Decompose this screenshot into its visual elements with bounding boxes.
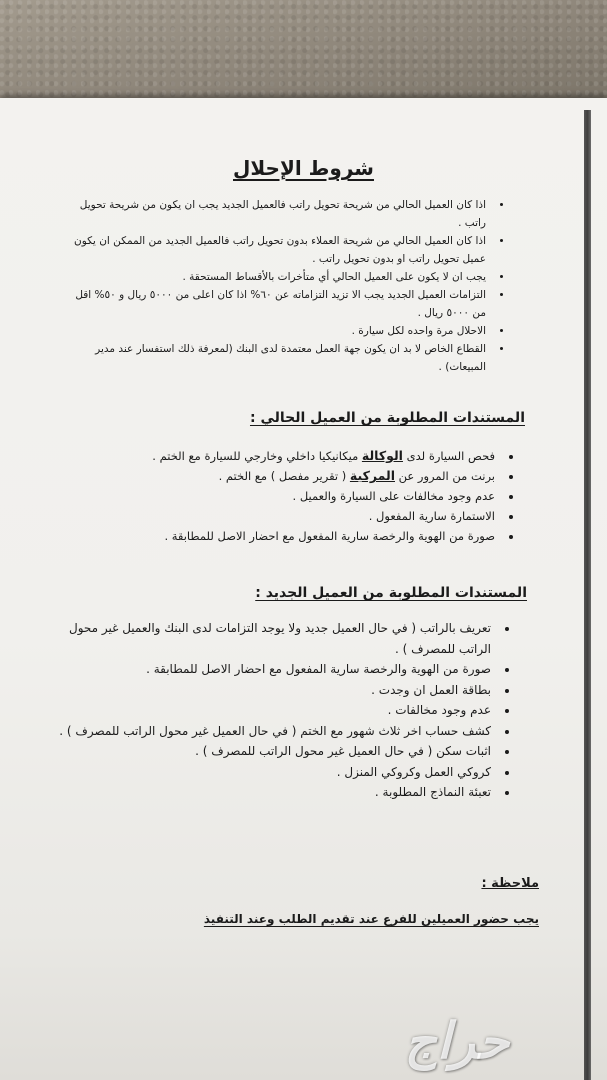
condition-item: • القطاع الخاص لا بد ان يكون جهة العمل معتمدة لدى البنك (لمعرفة ذلك استفسار عند مدير المبيعات) . (60, 340, 490, 376)
new-client-doc-item: • تعبئة النماذج المطلوبة . (40, 782, 495, 803)
new-client-doc-item: • تعريف بالراتب ( في حال العميل جديد ولا يوجد التزامات لدى البنك والعميل غير محول الراتب للمصرف ) . (40, 618, 495, 659)
item-text: ( تقرير مفصل ) مع الختم . (218, 469, 350, 483)
current-client-doc-item: • الاستمارة سارية المفعول . (59, 506, 499, 526)
new-client-doc-item: • عدم وجود مخالفات . (40, 700, 495, 721)
current-client-doc-item: • صورة من الهوية والرخصة سارية المفعول مع احضار الاصل للمطابقة . (59, 526, 499, 546)
condition-item: • التزامات العميل الجديد يجب الا تزيد التزاماته عن ٦٠% اذا كان اعلى من ٥٠٠٠ ريال و ٥٠% اقل من ٥٠٠٠ ريال . (60, 286, 490, 322)
conditions-list (60, 196, 510, 376)
new-client-doc-item: • صورة من الهوية والرخصة سارية المفعول مع احضار الاصل للمطابقة . (40, 659, 495, 680)
new-client-docs-list (40, 618, 517, 803)
note-heading: ملاحظة : (481, 876, 539, 891)
current-client-docs-list (59, 446, 521, 546)
new-client-doc-item: • كشف حساب اخر ثلاث شهور مع الختم ( في حال العميل غير محول الراتب للمصرف ) . (40, 721, 495, 742)
condition-item: • الاحلال مرة واحده لكل سيارة . (60, 322, 490, 340)
document-title: شروط الإحلال (233, 156, 374, 180)
item-text: ميكانيكيا داخلي وخارجي للسيارة مع الختم . (152, 449, 362, 463)
current-client-docs-heading: المستندات المطلوبة من العميل الحالي : (249, 410, 525, 426)
current-client-doc-item (59, 466, 499, 486)
new-client-doc-item: • كروكي العمل وكروكي المنزل . (40, 762, 495, 783)
condition-item: • يجب ان لا يكون على العميل الحالي أي متأخرات بالأقساط المستحقة . (60, 268, 490, 286)
emphasized-text: المركبة (349, 468, 395, 483)
paper-edge-shadow (584, 110, 591, 1080)
item-text: فحص السيارة لدى (402, 449, 495, 463)
condition-item: • اذا كان العميل الحالي من شريحة العملاء بدون تحويل راتب فالعميل الجديد من الممكن ان يكون عميل تحويل راتب او بدون تحويل راتب . (60, 232, 490, 268)
current-client-doc-item: • عدم وجود مخالفات على السيارة والعميل . (59, 486, 499, 506)
condition-item: • اذا كان العميل الحالي من شريحة تحويل راتب فالعميل الجديد يجب ان يكون من شريحة تحويل راتب . (60, 196, 490, 232)
emphasized-text: الوكالة (361, 448, 403, 463)
current-client-doc-item (59, 446, 499, 466)
new-client-docs-heading: المستندات المطلوبة من العميل الجديد : (255, 585, 527, 601)
watermark-logo: حراج (404, 1012, 510, 1070)
background-surface (0, 0, 607, 110)
new-client-doc-item: • بطاقة العمل ان وجدت . (40, 680, 495, 701)
item-text: برنت من المرور عن (395, 469, 495, 483)
new-client-doc-item: • اثبات سكن ( في حال العميل غير محول الراتب للمصرف ) . (40, 741, 495, 762)
note-text: يجب حضور العميلين للفرع عند تقديم الطلب وعند التنفيذ (203, 912, 539, 926)
